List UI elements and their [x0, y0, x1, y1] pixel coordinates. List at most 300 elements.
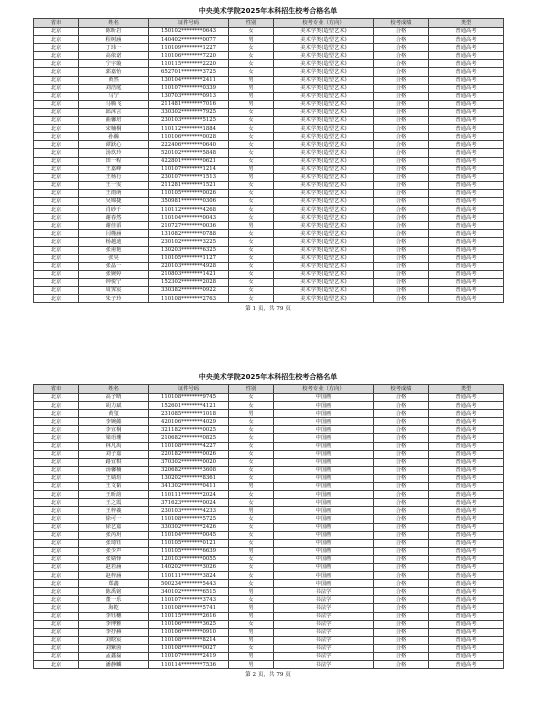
cell-type: 普通高考 [429, 262, 504, 270]
cell-gender: 女 [229, 418, 274, 426]
cell-id-number: 222406********0640 [149, 141, 229, 149]
cell-id-number: 110108********5741 [149, 604, 229, 612]
cell-type: 普通高考 [429, 68, 504, 76]
cell-major: 书法学 [274, 653, 374, 661]
table-row [34, 547, 504, 555]
table-row [34, 612, 504, 620]
cell-score: 合格 [374, 133, 429, 141]
cell-type: 普通高考 [429, 141, 504, 149]
cell-type: 普通高考 [429, 60, 504, 68]
cell-id-number: 110107********3743 [149, 596, 229, 604]
cell-id-number: 211481********7016 [149, 100, 229, 108]
cell-province: 北京 [34, 60, 79, 68]
cell-name: 王嘉峰 [79, 165, 149, 173]
cell-gender: 女 [229, 149, 274, 157]
cell-gender: 女 [229, 117, 274, 125]
cell-gender: 女 [229, 572, 274, 580]
cell-major: 美术学类(造型艺术) [274, 108, 374, 116]
cell-gender: 男 [229, 222, 274, 230]
cell-type: 普通高考 [429, 628, 504, 636]
cell-type: 普通高考 [429, 507, 504, 515]
cell-major: 美术学类(造型艺术) [274, 76, 374, 84]
cell-gender: 女 [229, 68, 274, 76]
cell-name: 汤玖玲 [79, 149, 149, 157]
cell-province: 北京 [34, 410, 79, 418]
cell-id-number: 110114********7536 [149, 661, 229, 669]
cell-major: 中国画 [274, 515, 374, 523]
document-page-1 [33, 4, 503, 315]
cell-id-number: 210803********1421 [149, 270, 229, 278]
cell-major: 美术学类(造型艺术) [274, 133, 374, 141]
cell-name: 徐艺嘉 [79, 523, 149, 531]
cell-score: 合格 [374, 157, 429, 165]
cell-gender: 男 [229, 92, 274, 100]
cell-gender: 女 [229, 499, 274, 507]
cell-id-number: 110111********2024 [149, 491, 229, 499]
cell-name: 周霁宸 [79, 287, 149, 295]
cell-name: 董一乐 [79, 596, 149, 604]
cell-score: 合格 [374, 36, 429, 44]
cell-id-number: 110104********0045 [149, 531, 229, 539]
cell-type: 普通高考 [429, 157, 504, 165]
cell-type: 普通高考 [429, 563, 504, 571]
cell-gender: 女 [229, 52, 274, 60]
cell-id-number: 341302********0411 [149, 483, 229, 491]
cell-type: 普通高考 [429, 100, 504, 108]
table-row [34, 214, 504, 222]
cell-province: 北京 [34, 531, 79, 539]
cell-province: 北京 [34, 588, 79, 596]
column-header-id-number: 证件号码 [149, 385, 229, 394]
cell-id-number: 130202********8361 [149, 474, 229, 482]
column-header-type: 类型 [429, 19, 504, 28]
cell-major: 美术学类(造型艺术) [274, 189, 374, 197]
cell-id-number: 371623********0024 [149, 499, 229, 507]
cell-province: 北京 [34, 394, 79, 402]
cell-name: 刘浩庭 [79, 84, 149, 92]
cell-major: 中国画 [274, 539, 374, 547]
table-row [34, 254, 504, 262]
cell-id-number: 140402********0077 [149, 36, 229, 44]
cell-name: 宋楠桐 [79, 125, 149, 133]
table-row [34, 149, 504, 157]
table-row [34, 555, 504, 563]
cell-id-number: 230102********3225 [149, 238, 229, 246]
cell-id-number: 220103********4928 [149, 262, 229, 270]
cell-name: 张昊 [79, 254, 149, 262]
cell-score: 合格 [374, 295, 429, 303]
cell-id-number: 150102********0643 [149, 28, 229, 36]
cell-province: 北京 [34, 644, 79, 652]
cell-gender: 女 [229, 206, 274, 214]
cell-gender: 男 [229, 636, 274, 644]
cell-major: 美术学类(造型艺术) [274, 295, 374, 303]
cell-province: 北京 [34, 434, 79, 442]
cell-gender: 女 [229, 230, 274, 238]
cell-id-number: 422801********0621 [149, 157, 229, 165]
cell-id-number: 110106********0028 [149, 133, 229, 141]
cell-province: 北京 [34, 262, 79, 270]
cell-major: 中国画 [274, 450, 374, 458]
table-row [34, 636, 504, 644]
table-row [34, 278, 504, 286]
cell-province: 北京 [34, 238, 79, 246]
cell-name: 赵若涵 [79, 563, 149, 571]
cell-score: 合格 [374, 531, 429, 539]
cell-province: 北京 [34, 230, 79, 238]
cell-province: 北京 [34, 426, 79, 434]
cell-gender: 女 [229, 238, 274, 246]
table-body [34, 394, 504, 669]
table-row [34, 426, 504, 434]
admission-list-table [33, 18, 504, 303]
cell-id-number: 110104********0043 [149, 214, 229, 222]
cell-province: 北京 [34, 458, 79, 466]
cell-score: 合格 [374, 44, 429, 52]
cell-gender: 女 [229, 539, 274, 547]
cell-major: 美术学类(造型艺术) [274, 60, 374, 68]
cell-major: 中国画 [274, 458, 374, 466]
cell-id-number: 110106********7220 [149, 52, 229, 60]
cell-province: 北京 [34, 636, 79, 644]
cell-type: 普通高考 [429, 270, 504, 278]
cell-major: 书法学 [274, 620, 374, 628]
cell-score: 合格 [374, 644, 429, 652]
cell-id-number: 330302********7925 [149, 108, 229, 116]
cell-name: 路宜棋 [79, 458, 149, 466]
cell-name: 李钰穗 [79, 612, 149, 620]
cell-score: 合格 [374, 466, 429, 474]
cell-major: 中国画 [274, 418, 374, 426]
cell-gender: 女 [229, 491, 274, 499]
cell-score: 合格 [374, 596, 429, 604]
cell-id-number: 130203********6325 [149, 246, 229, 254]
cell-major: 书法学 [274, 628, 374, 636]
cell-name: 马宁 [79, 92, 149, 100]
cell-gender: 女 [229, 596, 274, 604]
cell-id-number: 110107********0339 [149, 84, 229, 92]
page-title: 中央美术学院2025年本科招生校考合格名单 [198, 7, 338, 15]
cell-id-number: 110108********4227 [149, 442, 229, 450]
cell-major: 书法学 [274, 588, 374, 596]
table-row [34, 287, 504, 295]
cell-type: 普通高考 [429, 636, 504, 644]
cell-id-number: 110109********1227 [149, 44, 229, 52]
cell-score: 合格 [374, 254, 429, 262]
cell-name: 张芮玥 [79, 531, 149, 539]
table-row [34, 84, 504, 92]
cell-type: 普通高考 [429, 491, 504, 499]
cell-name: 宁宇璇 [79, 60, 149, 68]
cell-type: 普通高考 [429, 230, 504, 238]
cell-major: 中国画 [274, 483, 374, 491]
cell-score: 合格 [374, 60, 429, 68]
cell-name: 李博雅 [79, 620, 149, 628]
table-row [34, 295, 504, 303]
cell-score: 合格 [374, 588, 429, 596]
cell-name: 陈昕岩 [79, 28, 149, 36]
table-row [34, 173, 504, 181]
cell-gender: 女 [229, 197, 274, 205]
cell-id-number: 230107********1513 [149, 173, 229, 181]
cell-score: 合格 [374, 458, 429, 466]
cell-name: 张婧怿 [79, 555, 149, 563]
cell-score: 合格 [374, 222, 429, 230]
cell-gender: 女 [229, 28, 274, 36]
cell-score: 合格 [374, 117, 429, 125]
cell-gender: 男 [229, 547, 274, 555]
cell-major: 美术学类(造型艺术) [274, 278, 374, 286]
cell-score: 合格 [374, 572, 429, 580]
cell-gender: 女 [229, 246, 274, 254]
cell-name: 孟鑫磊 [79, 653, 149, 661]
cell-province: 北京 [34, 52, 79, 60]
cell-id-number: 420106********4029 [149, 418, 229, 426]
table-row [34, 246, 504, 254]
cell-id-number: 230103********5125 [149, 117, 229, 125]
table-row [34, 604, 504, 612]
cell-type: 普通高考 [429, 515, 504, 523]
cell-id-number: 110105********6639 [149, 547, 229, 555]
cell-type: 普通高考 [429, 458, 504, 466]
cell-gender: 男 [229, 36, 274, 44]
cell-name: 王婧瑄 [79, 474, 149, 482]
table-row [34, 442, 504, 450]
cell-id-number: 131082********0788 [149, 230, 229, 238]
table-row [34, 262, 504, 270]
cell-province: 北京 [34, 450, 79, 458]
cell-name: 谢佳滔 [79, 222, 149, 230]
cell-score: 合格 [374, 474, 429, 482]
cell-name: 张婉婷 [79, 270, 149, 278]
cell-score: 合格 [374, 125, 429, 133]
cell-score: 合格 [374, 28, 429, 36]
cell-type: 普通高考 [429, 596, 504, 604]
cell-province: 北京 [34, 76, 79, 84]
cell-id-number: 130104********2411 [149, 76, 229, 84]
table-row [34, 157, 504, 165]
cell-major: 书法学 [274, 612, 374, 620]
cell-province: 北京 [34, 117, 79, 125]
cell-id-number: 110105********1127 [149, 254, 229, 262]
cell-type: 普通高考 [429, 76, 504, 84]
table-row [34, 458, 504, 466]
cell-major: 中国画 [274, 466, 374, 474]
cell-gender: 女 [229, 157, 274, 165]
table-row [34, 52, 504, 60]
cell-major: 中国画 [274, 474, 374, 482]
cell-province: 北京 [34, 44, 79, 52]
table-row [34, 474, 504, 482]
cell-province: 北京 [34, 278, 79, 286]
cell-gender: 女 [229, 141, 274, 149]
cell-major: 书法学 [274, 644, 374, 652]
cell-score: 合格 [374, 394, 429, 402]
cell-type: 普通高考 [429, 523, 504, 531]
cell-name: 王之霞 [79, 499, 149, 507]
cell-score: 合格 [374, 499, 429, 507]
cell-province: 北京 [34, 68, 79, 76]
cell-id-number: 370302********0020 [149, 458, 229, 466]
cell-gender: 女 [229, 434, 274, 442]
cell-province: 北京 [34, 246, 79, 254]
cell-name: 胡力斌 [79, 402, 149, 410]
table-row [34, 523, 504, 531]
cell-score: 合格 [374, 181, 429, 189]
cell-score: 合格 [374, 149, 429, 157]
cell-type: 普通高考 [429, 402, 504, 410]
cell-major: 美术学类(造型艺术) [274, 238, 374, 246]
cell-province: 北京 [34, 612, 79, 620]
cell-type: 普通高考 [429, 246, 504, 254]
table-row [34, 270, 504, 278]
table-row [34, 222, 504, 230]
cell-score: 合格 [374, 620, 429, 628]
table-row [34, 450, 504, 458]
cell-major: 中国画 [274, 580, 374, 588]
cell-id-number: 520102********5848 [149, 149, 229, 157]
cell-score: 合格 [374, 442, 429, 450]
cell-province: 北京 [34, 442, 79, 450]
cell-score: 合格 [374, 434, 429, 442]
column-header-gender: 性别 [229, 19, 274, 28]
cell-gender: 男 [229, 76, 274, 84]
cell-province: 北京 [34, 523, 79, 531]
cell-province: 北京 [34, 197, 79, 205]
table-row [34, 661, 504, 669]
cell-major: 中国画 [274, 507, 374, 515]
cell-type: 普通高考 [429, 588, 504, 596]
cell-score: 合格 [374, 165, 429, 173]
table-row [34, 206, 504, 214]
cell-name: 王一雯 [79, 181, 149, 189]
cell-id-number: 210682********0825 [149, 434, 229, 442]
cell-id-number: 210727********0036 [149, 222, 229, 230]
cell-score: 合格 [374, 68, 429, 76]
column-header-province: 省市 [34, 385, 79, 394]
cell-major: 美术学类(造型艺术) [274, 214, 374, 222]
cell-id-number: 110105********0121 [149, 539, 229, 547]
cell-major: 中国画 [274, 547, 374, 555]
table-row [34, 68, 504, 76]
cell-score: 合格 [374, 262, 429, 270]
cell-type: 普通高考 [429, 44, 504, 52]
cell-score: 合格 [374, 653, 429, 661]
cell-id-number: 110115********2616 [149, 612, 229, 620]
cell-major: 美术学类(造型艺术) [274, 254, 374, 262]
column-header-major: 校考专业（方向） [274, 19, 374, 28]
cell-score: 合格 [374, 523, 429, 531]
cell-id-number: 110107********1214 [149, 165, 229, 173]
cell-major: 美术学类(造型艺术) [274, 84, 374, 92]
cell-id-number: 110108********2763 [149, 295, 229, 303]
cell-score: 合格 [374, 402, 429, 410]
table-row [34, 653, 504, 661]
cell-type: 普通高考 [429, 442, 504, 450]
cell-gender: 男 [229, 507, 274, 515]
table-row [34, 165, 504, 173]
cell-gender: 女 [229, 125, 274, 133]
table-row [34, 133, 504, 141]
cell-major: 美术学类(造型艺术) [274, 287, 374, 295]
column-header-type: 类型 [429, 385, 504, 394]
table-row [34, 36, 504, 44]
cell-name: 邱沐言 [79, 108, 149, 116]
cell-score: 合格 [374, 410, 429, 418]
table-row [34, 588, 504, 596]
table-row [34, 499, 504, 507]
cell-score: 合格 [374, 661, 429, 669]
cell-gender: 女 [229, 181, 274, 189]
cell-gender: 女 [229, 474, 274, 482]
cell-major: 中国画 [274, 555, 374, 563]
cell-id-number: 231085********1018 [149, 410, 229, 418]
cell-gender: 女 [229, 44, 274, 52]
cell-major: 美术学类(造型艺术) [274, 36, 374, 44]
cell-major: 美术学类(造型艺术) [274, 44, 374, 52]
cell-province: 北京 [34, 108, 79, 116]
cell-id-number: 110107********2419 [149, 653, 229, 661]
cell-gender: 男 [229, 628, 274, 636]
cell-name: 徐可一 [79, 515, 149, 523]
cell-province: 北京 [34, 596, 79, 604]
cell-name: 田一程 [79, 157, 149, 165]
table-row [34, 410, 504, 418]
cell-gender: 男 [229, 604, 274, 612]
cell-id-number: 110106********0910 [149, 628, 229, 636]
cell-name: 张少声 [79, 547, 149, 555]
cell-gender: 女 [229, 523, 274, 531]
cell-type: 普通高考 [429, 165, 504, 173]
cell-province: 北京 [34, 507, 79, 515]
cell-name: 陈禹铭 [79, 588, 149, 596]
table-row [34, 515, 504, 523]
table-row [34, 108, 504, 116]
cell-gender: 女 [229, 644, 274, 652]
cell-major: 美术学类(造型艺术) [274, 206, 374, 214]
cell-id-number: 110105********0026 [149, 189, 229, 197]
cell-major: 美术学类(造型艺术) [274, 125, 374, 133]
cell-province: 北京 [34, 254, 79, 262]
cell-id-number: 152302********2028 [149, 278, 229, 286]
table-row [34, 60, 504, 68]
cell-major: 美术学类(造型艺术) [274, 270, 374, 278]
cell-name: 丁玮一 [79, 44, 149, 52]
cell-gender: 女 [229, 295, 274, 303]
cell-id-number: 110108********9745 [149, 394, 229, 402]
cell-id-number: 110108********0027 [149, 644, 229, 652]
cell-gender: 女 [229, 402, 274, 410]
cell-province: 北京 [34, 28, 79, 36]
cell-gender: 女 [229, 466, 274, 474]
cell-gender: 女 [229, 60, 274, 68]
table-row [34, 483, 504, 491]
cell-major: 美术学类(造型艺术) [274, 173, 374, 181]
table-row [34, 466, 504, 474]
cell-score: 合格 [374, 555, 429, 563]
cell-province: 北京 [34, 214, 79, 222]
cell-province: 北京 [34, 547, 79, 555]
cell-type: 普通高考 [429, 661, 504, 669]
cell-type: 普通高考 [429, 295, 504, 303]
cell-score: 合格 [374, 52, 429, 60]
cell-type: 普通高考 [429, 483, 504, 491]
admission-list-table [33, 384, 504, 669]
cell-type: 普通高考 [429, 92, 504, 100]
cell-province: 北京 [34, 181, 79, 189]
cell-id-number: 320682********3608 [149, 466, 229, 474]
table-header-row [34, 19, 504, 28]
